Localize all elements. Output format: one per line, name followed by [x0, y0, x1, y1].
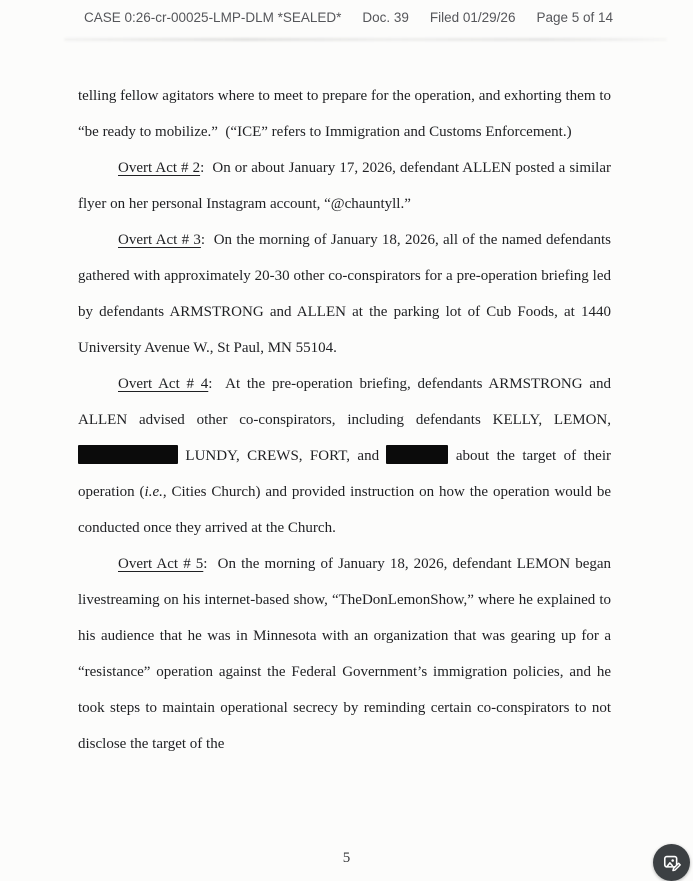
paragraph: [78, 150, 615, 222]
text-segment: , Cities Church) and provided instruction on how the operation would be conducted once they arrived at the Church.: [78, 484, 615, 536]
text-segment: Overt Act # 5: [118, 556, 204, 572]
text-segment: : On the morning of January 18, 2026, defendant LEMON began livestreaming on his internet-based show, “TheDonLemonShow,” where he explained to his audience that he was in Minnesota with an organization that was gearing up for a “resistance” operation against the Federal Government’s immigration policies, and he took steps to maintain operational secrecy by reminding certain co-conspirators to not disclose the target of the: [78, 556, 615, 752]
image-edit-button[interactable]: [653, 844, 690, 881]
case-header: [84, 10, 613, 25]
text-segment: : On the morning of January 18, 2026, all of the named defendants gathered with approximately 20-30 other co-conspirators for a pre-operation briefing led by defendants ARMSTRONG and ALLEN at the parking lot of Cub Foods, at 1440 University Avenue W., St Paul, MN 55104.: [78, 232, 615, 356]
text-segment: i.e.: [144, 484, 163, 500]
paragraph: [78, 366, 615, 546]
text-segment: Overt Act # 3: [118, 232, 201, 248]
paragraph: [78, 546, 615, 762]
text-segment: about the target of their operation (: [78, 448, 615, 500]
paragraph: [78, 222, 615, 366]
text-segment: Overt Act # 2: [118, 160, 201, 176]
case-number-label: CASE 0:26-cr-00025-LMP-DLM *SEALED*: [84, 10, 342, 25]
doc-number-label: Doc. 39: [362, 10, 409, 25]
image-edit-icon: [662, 853, 681, 872]
text-segment: telling fellow agitators where to meet to prepare for the operation, and exhorting them to “be ready to mobilize.” (“ICE” refers to Immigration and Customs Enforcement.): [78, 88, 615, 140]
text-segment: : At the pre-operation briefing, defendants ARMSTRONG and ALLEN advised other co-conspirators, including defendants KELLY, LEMON,: [78, 376, 615, 428]
text-segment: LUNDY, CREWS, FORT, and: [178, 448, 387, 464]
paragraph: [78, 78, 615, 150]
redaction-box: [78, 445, 178, 464]
text-segment: : On or about January 17, 2026, defendant ALLEN posted a similar flyer on her personal Instagram account, “@chauntyll.”: [78, 160, 615, 212]
page-number: 5: [342, 850, 351, 866]
scan-artifact: [64, 38, 667, 41]
filed-date-label: Filed 01/29/26: [429, 10, 516, 25]
redaction-box: [386, 445, 448, 464]
text-segment: Overt Act # 4: [118, 376, 209, 392]
document-body: [78, 78, 615, 762]
page-count-label: Page 5 of 14: [536, 10, 614, 25]
